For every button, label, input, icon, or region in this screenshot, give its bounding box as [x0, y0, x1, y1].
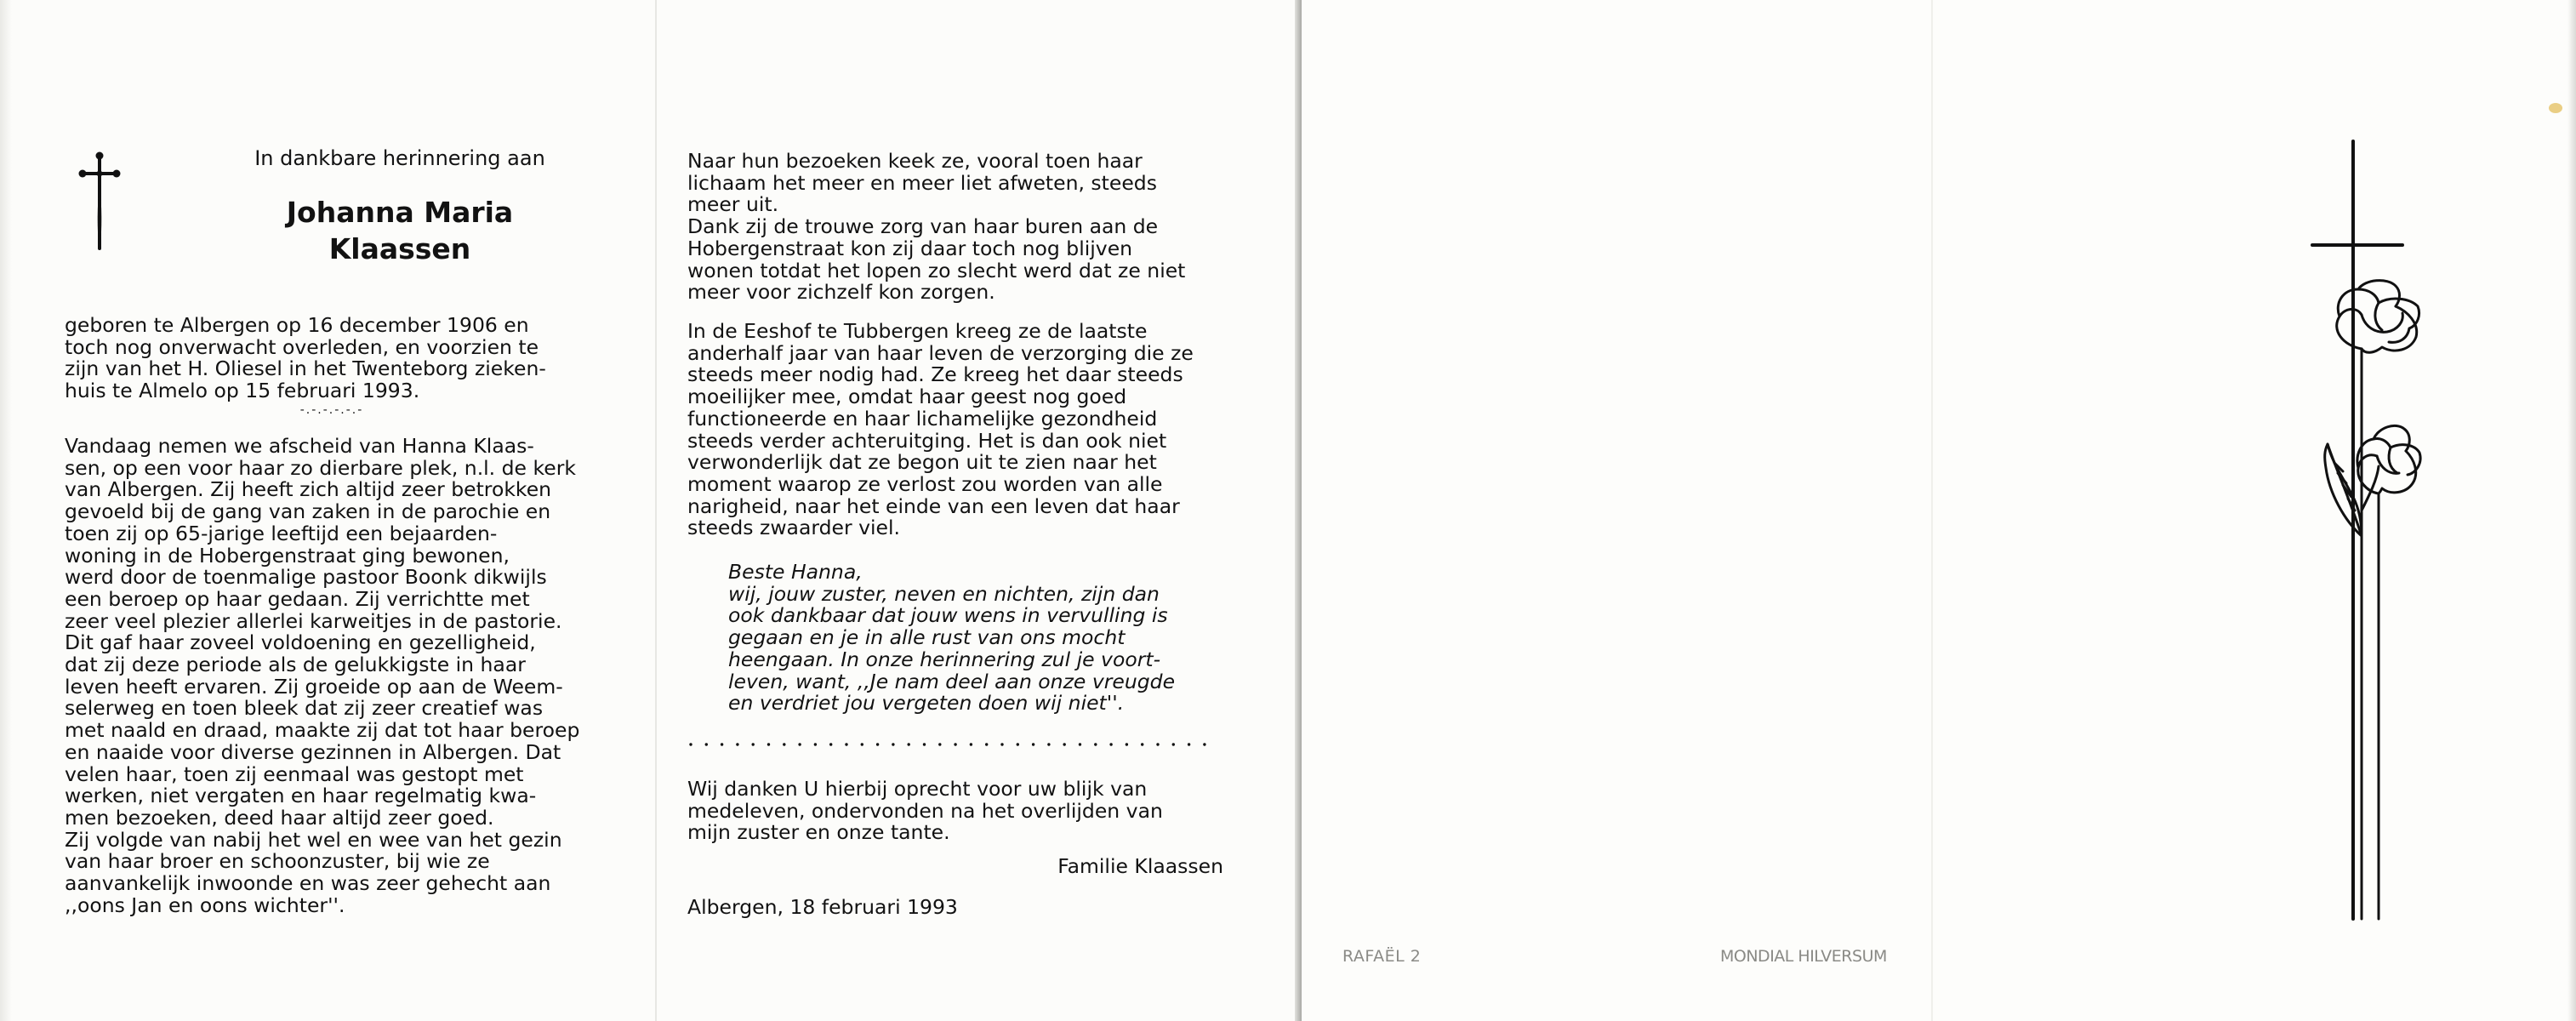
text-line: lichaam het meer en meer liet afweten, steeds	[687, 170, 1157, 195]
panel-front	[1931, 0, 2576, 1021]
card-edge-shadow	[2567, 0, 2576, 1021]
text-line: ,,oons Jan en oons wichter''.	[65, 893, 345, 917]
text-line: Dit gaf haar zoveel voldoening en gezelligheid,	[65, 630, 536, 655]
cross-with-roses-icon	[2305, 136, 2510, 927]
latin-cross-icon	[78, 151, 121, 252]
text-line: woning in de Hobergenstraat ging bewonen,	[65, 543, 510, 568]
text-line: van Albergen. Zij heeft zich altijd zeer betrokken	[65, 477, 552, 502]
text-line: steeds zwaarder viel.	[687, 516, 901, 540]
text-line: toch nog onverwacht overleden, en voorzien te	[65, 334, 539, 359]
text-line: moment waarop ze verlost zou worden van alle	[687, 471, 1163, 496]
text-line: men bezoeken, deed haar altijd zeer goed.	[65, 805, 494, 830]
text-line: leven heeft ervaren. Zij groeide op aan de Weem-	[65, 674, 563, 699]
printer-code: RAFAËL 2	[1342, 947, 1422, 966]
thanks-paragraph	[687, 779, 1223, 844]
text-line: selerweg en toen bleek dat zij zeer creatief was	[65, 696, 544, 721]
dotted-divider	[687, 740, 1223, 749]
text-line: ook dankbaar dat jouw wens in vervulling is	[728, 603, 1168, 628]
text-line: geboren te Albergen op 16 december 1906 en	[65, 313, 529, 337]
text-line: verwonderlijk dat ze begon uit te zien naar het	[687, 450, 1157, 475]
text-line: werd door de toenmalige pastoor Boonk dikwijls	[65, 565, 547, 590]
text-line: zijn van het H. Oliesel in het Twenteborg zieken-	[65, 356, 546, 381]
text-line: anderhalf jaar van haar leven de verzorging die ze	[687, 340, 1194, 365]
text-line: leven, want, ,,Je nam deel aan onze vreugde	[728, 669, 1176, 693]
text-line: functioneerde en haar lichamelijke gezondheid	[687, 406, 1158, 431]
visits-paragraph	[687, 151, 1223, 304]
place-date: Albergen, 18 februari 1993	[687, 895, 958, 919]
birth-death-paragraph	[65, 315, 599, 402]
text-line: wonen totdat het lopen zo slecht werd dat ze niet	[687, 258, 1186, 282]
text-line: heengaan. In onze herinnering zul je voort-	[728, 647, 1161, 671]
text-line: dat zij deze periode als de gelukkigste in haar	[65, 653, 526, 677]
eeshof-paragraph	[687, 321, 1223, 539]
printer-name: MONDIAL HILVERSUM	[1720, 947, 1887, 966]
text-line: Beste Hanna,	[728, 560, 863, 584]
text-line: een beroep op haar gedaan. Zij verrichtte met	[65, 586, 530, 611]
text-line: meer voor zichzelf kon zorgen.	[687, 280, 995, 305]
panel-obituary-left	[0, 0, 655, 1021]
deceased-name	[196, 194, 604, 267]
text-line: huis te Almelo op 15 februari 1993.	[65, 379, 420, 403]
text-line: meer uit.	[687, 192, 779, 217]
text-line: velen haar, toen zij eenmaal was gestopt met	[65, 761, 524, 786]
text-line: In de Eeshof te Tubbergen kreeg ze de laatste	[687, 319, 1148, 343]
text-line: en naaide voor diverse gezinnen in Albergen. Dat	[65, 739, 561, 764]
text-line: steeds verder achteruitging. Het is dan ook niet	[687, 428, 1167, 453]
text-line: Dank zij de trouwe zorg van haar buren aan de	[687, 214, 1159, 239]
text-line: gegaan en je in alle rust van ons mocht	[728, 625, 1126, 650]
text-line: mijn zuster en onze tante.	[687, 820, 950, 845]
text-line: Hobergenstraat kon zij daar toch nog blijven	[687, 236, 1133, 260]
text-line: werken, niet vergaten en haar regelmatig kwa-	[65, 784, 537, 808]
farewell-paragraph	[65, 436, 599, 916]
name-line-2: Klaassen	[328, 232, 471, 265]
text-line: gevoeld bij de gang van zaken in de parochie en	[65, 499, 551, 524]
text-line: toen zij op 65-jarige leeftijd een bejaarden-	[65, 521, 498, 545]
text-line: van haar broer en schoonzuster, bij wie ze	[65, 849, 490, 874]
name-line-1: Johanna Maria	[286, 196, 514, 229]
text-line: medeleven, ondervonden na het overlijden van	[687, 798, 1163, 823]
family-letter	[728, 562, 1223, 715]
text-line: en verdriet jou vergeten doen wij niet''.	[728, 691, 1125, 716]
text-line: Zij volgde van nabij het wel en wee van het gezin	[65, 827, 562, 852]
text-line: wij, jouw zuster, neven en nichten, zijn dan	[728, 581, 1160, 606]
family-signature: Familie Klaassen	[1057, 854, 1223, 878]
paper-stain	[2549, 103, 2562, 113]
text-line: narigheid, naar het einde van een leven dat haar	[687, 493, 1180, 518]
text-line: met naald en draad, maakte zij dat tot haar beroep	[65, 718, 580, 743]
text-line: moeilijker mee, omdat haar geest nog goed	[687, 385, 1127, 409]
text-line: Vandaag nemen we afscheid van Hanna Klaas-	[65, 434, 534, 458]
text-line: sen, op een voor haar zo dierbare plek, n.l. de kerk	[65, 455, 576, 480]
text-line: steeds meer nodig had. Ze kreeg het daar steeds	[687, 362, 1183, 387]
separator-line: -.-.-.-.-.-	[299, 403, 364, 417]
text-line: aanvankelijk inwoonde en was zeer gehecht aan	[65, 871, 551, 896]
intro-text: In dankbare herinnering aan	[254, 146, 545, 170]
panel-back	[1302, 0, 1931, 1021]
text-line: Wij danken U hierbij oprecht voor uw blijk van	[687, 777, 1148, 801]
text-line: zeer veel plezier allerlei karweitjes in de pastorie.	[65, 608, 562, 633]
prayer-card-outside	[1302, 0, 2576, 1021]
text-line: Naar hun bezoeken keek ze, vooral toen haar	[687, 149, 1143, 173]
